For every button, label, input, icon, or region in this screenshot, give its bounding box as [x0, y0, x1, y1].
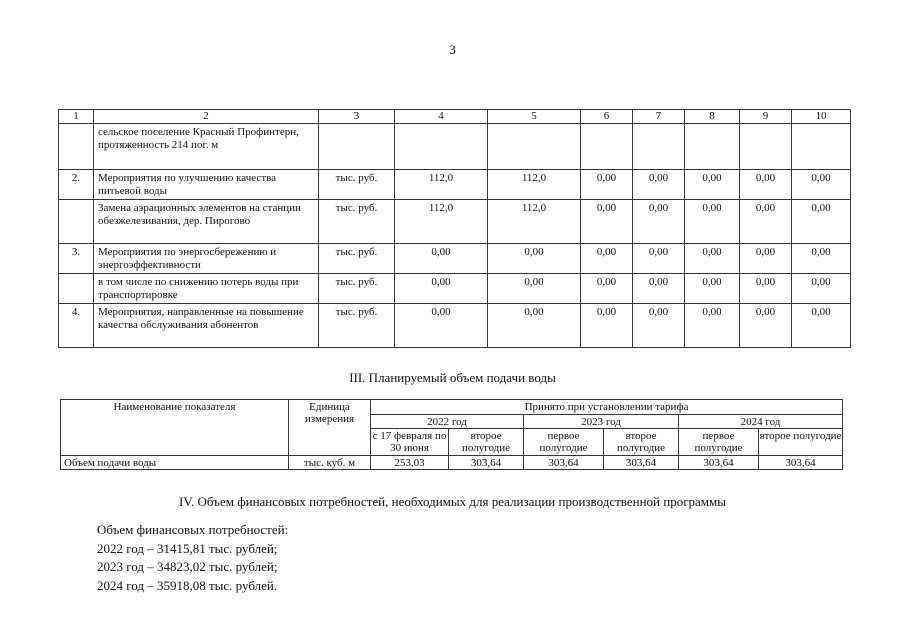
value-cell: 0,00 [395, 304, 488, 348]
row-number: 3. [59, 244, 94, 274]
value-cell: 0,00 [685, 200, 740, 244]
value-cell: 0,00 [633, 244, 685, 274]
column-number: 4 [395, 110, 488, 124]
column-number: 5 [488, 110, 581, 124]
value-cell: 0,00 [488, 274, 581, 304]
year-header: 2023 год [524, 415, 679, 429]
table-row [59, 274, 851, 304]
unit-cell [319, 124, 395, 170]
unit-cell: тыс. руб. [319, 170, 395, 200]
table-header-row [59, 110, 851, 124]
measure-name: Мероприятия, направленные на повышение качества обслуживания абонентов [94, 304, 319, 348]
unit-cell: тыс. руб. [319, 200, 395, 244]
value-cell: 253,03 [371, 456, 449, 470]
period-header: первое полугодие [524, 429, 604, 456]
value-cell: 0,00 [740, 304, 792, 348]
value-cell: 0,00 [488, 244, 581, 274]
value-cell: 0,00 [740, 200, 792, 244]
value-cell: 303,64 [449, 456, 524, 470]
value-cell: 0,00 [581, 170, 633, 200]
value-cell [633, 124, 685, 170]
measure-name: Мероприятия по улучшению качества питьевой воды [94, 170, 319, 200]
water-supply-volume-table [60, 399, 843, 470]
row-number [59, 274, 94, 304]
value-cell [792, 124, 851, 170]
summary-line: 2024 год – 35918,08 тыс. рублей. [97, 577, 278, 593]
value-cell: 303,64 [679, 456, 759, 470]
value-cell: 0,00 [395, 244, 488, 274]
value-cell [740, 124, 792, 170]
value-cell: 0,00 [685, 274, 740, 304]
value-cell: 0,00 [581, 304, 633, 348]
table-row [59, 124, 851, 170]
unit-cell: тыс. руб. [319, 304, 395, 348]
column-number: 8 [685, 110, 740, 124]
year-header: 2024 год [679, 415, 843, 429]
measure-name: в том числе по снижению потерь воды при транспортировке [94, 274, 319, 304]
value-cell: 112,0 [488, 170, 581, 200]
summary-intro: Объем финансовых потребностей: [97, 522, 289, 537]
value-cell: 0,00 [792, 244, 851, 274]
row-number [59, 200, 94, 244]
page-number: 3 [449, 42, 456, 57]
value-cell: 0,00 [792, 274, 851, 304]
table-row [59, 170, 851, 200]
value-cell: 303,64 [759, 456, 843, 470]
program-measures-table [58, 109, 851, 348]
column-header-indicator-name: Наименование показателя [61, 400, 289, 456]
value-cell: 0,00 [685, 170, 740, 200]
measure-name: Замена аэрационных элементов на станции обезжелезивания, дер. Пирогово [94, 200, 319, 244]
value-cell: 112,0 [488, 200, 581, 244]
value-cell: 112,0 [395, 170, 488, 200]
value-cell: 0,00 [395, 274, 488, 304]
value-cell: 0,00 [740, 274, 792, 304]
row-number: 2. [59, 170, 94, 200]
indicator-name: Объем подачи воды [61, 456, 289, 470]
section-title-financial-needs: IV. Объем финансовых потребностей, необходимых для реализации производственной программы [179, 494, 726, 509]
unit-cell: тыс. руб. [319, 244, 395, 274]
period-header: второе полугодие [759, 429, 843, 456]
table-row [59, 200, 851, 244]
financial-needs-summary [97, 521, 288, 595]
period-header: второе полугодие [604, 429, 679, 456]
value-cell: 303,64 [524, 456, 604, 470]
value-cell: 0,00 [685, 244, 740, 274]
period-header: с 17 февраля по 30 июня [371, 429, 449, 456]
column-header-unit: Единица измерения [289, 400, 371, 456]
value-cell: 0,00 [633, 170, 685, 200]
value-cell: 0,00 [581, 274, 633, 304]
value-cell: 303,64 [604, 456, 679, 470]
measure-name: сельское поселение Красный Профинтерн, протяженность 214 пог. м [94, 124, 319, 170]
column-number: 3 [319, 110, 395, 124]
value-cell: 112,0 [395, 200, 488, 244]
value-cell: 0,00 [792, 200, 851, 244]
value-cell: 0,00 [633, 274, 685, 304]
row-number [59, 124, 94, 170]
value-cell [581, 124, 633, 170]
value-cell: 0,00 [792, 304, 851, 348]
table-row [61, 456, 843, 470]
value-cell: 0,00 [740, 244, 792, 274]
table-row [59, 244, 851, 274]
measure-name: Мероприятия по энергосбережению и энергоэффективности [94, 244, 319, 274]
value-cell: 0,00 [488, 304, 581, 348]
value-cell [395, 124, 488, 170]
value-cell: 0,00 [740, 170, 792, 200]
summary-line: 2022 год – 31415,81 тыс. рублей; [97, 540, 278, 556]
value-cell [488, 124, 581, 170]
unit-cell: тыс. руб. [319, 274, 395, 304]
column-header-accepted-tariff: Принято при установлении тарифа [371, 400, 843, 415]
period-header: второе полугодие [449, 429, 524, 456]
value-cell: 0,00 [581, 200, 633, 244]
value-cell [685, 124, 740, 170]
table-row [59, 304, 851, 348]
column-number: 10 [792, 110, 851, 124]
section-title-water-supply: III. Планируемый объем подачи воды [349, 370, 556, 385]
value-cell: 0,00 [792, 170, 851, 200]
value-cell: 0,00 [685, 304, 740, 348]
value-cell: 0,00 [633, 304, 685, 348]
unit-cell: тыс. куб. м [289, 456, 371, 470]
period-header: первое полугодие [679, 429, 759, 456]
row-number: 4. [59, 304, 94, 348]
summary-line: 2023 год – 34823,02 тыс. рублей; [97, 559, 278, 574]
column-number: 9 [740, 110, 792, 124]
value-cell: 0,00 [581, 244, 633, 274]
value-cell: 0,00 [633, 200, 685, 244]
column-number: 6 [581, 110, 633, 124]
column-number: 7 [633, 110, 685, 124]
column-number: 1 [59, 110, 94, 124]
column-number: 2 [94, 110, 319, 124]
year-header: 2022 год [371, 415, 524, 429]
